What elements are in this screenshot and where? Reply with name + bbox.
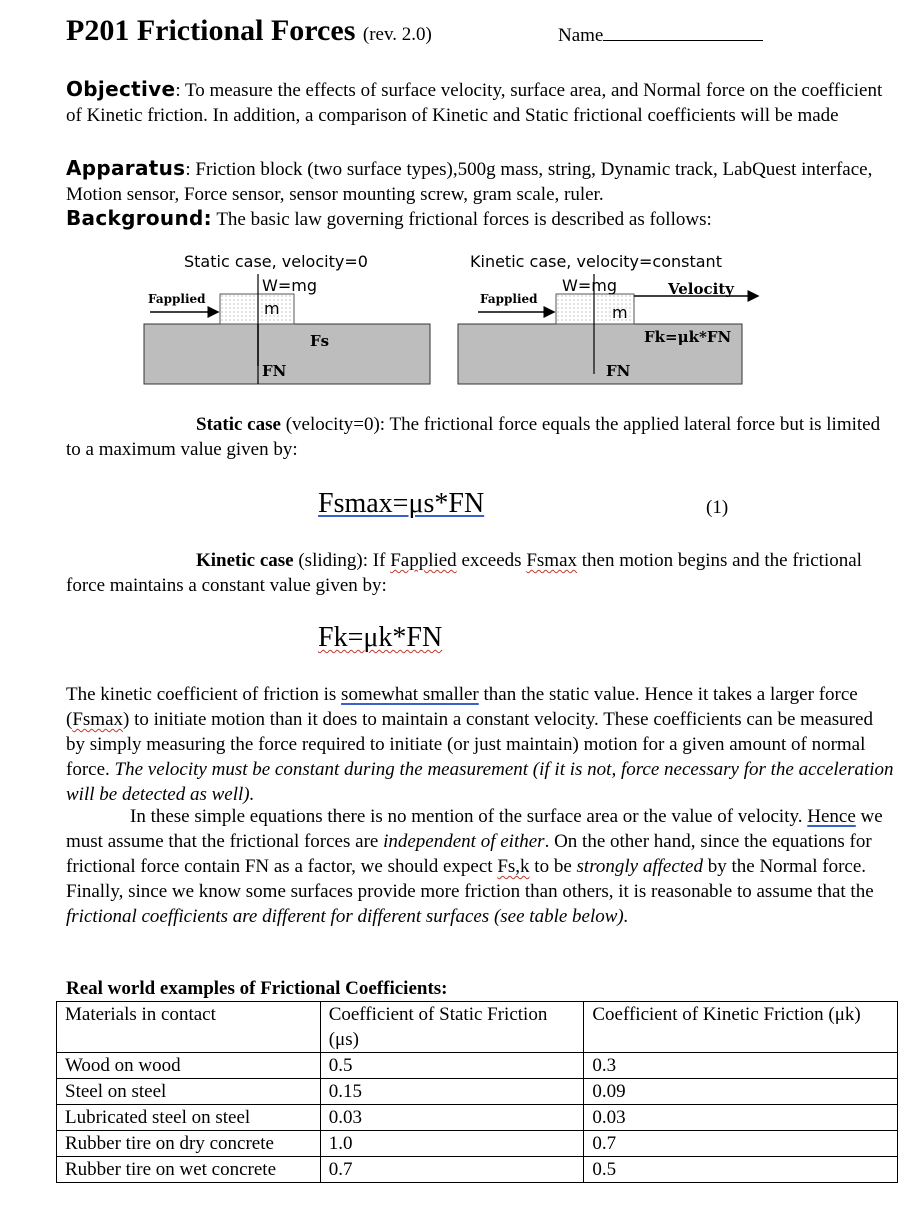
table-cell: 0.15 [320,1079,584,1105]
equation-2-formula: Fk=μk*FN [318,622,443,653]
static-case-text: (velocity=0): The frictional force equals the applied lateral force but is limited to a maximum value given by: [66,414,881,460]
friction-coefficient-table [56,1001,898,1183]
para4-t1: In these simple equations there is no mention of the surface area or the value of velocity. [130,806,808,827]
kinetic-mass-label: m [612,303,628,322]
static-friction-label: Fs [310,332,330,350]
kinetic-case-fsmax: Fsmax [526,550,578,571]
table-cell: 0.3 [584,1053,898,1079]
background-paragraph [66,206,896,232]
velocity-label: Velocity [668,280,734,298]
table-cell: Rubber tire on wet concrete [57,1157,321,1183]
para3-t5: ) to initiate motion than it does to maintain a constant velocity. These coefficients can be measured by simply measuring the force required to initiate (or just maintain) motion for a given amount of normal force. [66,709,873,780]
title-text: P201 Frictional Forces [66,14,356,47]
table-cell: Wood on wood [57,1053,321,1079]
background-label: Background: [66,206,212,230]
table-cell: 0.7 [584,1131,898,1157]
kinetic-case-title: Kinetic case, velocity=constant [470,252,722,271]
para3-t4: Fsmax [72,709,124,730]
objective-text: : To measure the effects of surface velocity, surface area, and Normal force on the coefficient of Kinetic friction. In addition, a comparison of Kinetic and Static frictional coefficients will be made [66,80,883,126]
revision: (rev. 2.0) [362,24,432,45]
table-cell: 0.5 [320,1053,584,1079]
para3-t3: than the static value. Hence it takes a larger force ( [66,684,858,730]
equation-1-number: (1) [706,497,729,518]
table-row [57,1131,898,1157]
para3-t2: somewhat smaller [341,684,479,705]
objective-label: Objective [66,77,176,101]
table-cell: 1.0 [320,1131,584,1157]
table-cell: 0.5 [584,1157,898,1183]
static-normal-label: FN [262,362,287,380]
para4-t9: by the Normal force. Finally, since we know some surfaces provide more friction than others, it is reasonable to assume that the [66,856,874,902]
table-row [57,1105,898,1131]
table-cell: 0.03 [584,1105,898,1131]
static-block [220,294,294,324]
para4-t5: . On the other hand, since the equations for frictional force contain FN as a factor, we should expect [66,831,872,877]
static-weight-label: W=mg [262,276,317,295]
kinetic-weight-label: W=mg [562,276,617,295]
header-kinetic: Coefficient of Kinetic Friction (μk) [584,1002,898,1053]
static-surface [144,324,430,384]
kinetic-case-text-2: exceeds [456,550,527,571]
name-label: Name [558,25,604,46]
table-cell: 0.09 [584,1079,898,1105]
table-row [57,1053,898,1079]
table-cell: Steel on steel [57,1079,321,1105]
static-case-paragraph [66,412,896,462]
kinetic-friction-label: Fk=μk*FN [644,328,732,346]
header-materials: Materials in contact [57,1002,321,1053]
background-text: The basic law governing frictional forces is described as follows: [211,209,712,230]
apparatus-label: Apparatus [66,156,186,180]
equation-1-formula: Fsmax=μs*FN [318,488,485,519]
para4-t3: we must assume that the frictional forces are [66,806,883,852]
table-cell: Rubber tire on dry concrete [57,1131,321,1157]
table-title: Real world examples of Frictional Coefficients: [66,978,448,999]
kinetic-coefficient-paragraph [66,682,896,807]
para4-t10: frictional coefficients are different for different surfaces (see table below). [66,906,629,927]
static-mass-label: m [264,299,280,318]
friction-diagram [0,246,902,396]
static-applied-label: Fapplied [148,292,206,306]
apparatus-paragraph [66,156,896,207]
objective-paragraph [66,77,896,128]
page-title [66,14,432,48]
header-static: Coefficient of Static Friction (μs) [320,1002,584,1053]
para3-t1: The kinetic coefficient of friction is [66,684,342,705]
para4-t4: independent of either [383,831,545,852]
kinetic-applied-label: Fapplied [480,292,538,306]
diagram-svg [0,246,902,396]
name-line[interactable] [603,24,763,41]
apparatus-text: : Friction block (two surface types),500g mass, string, Dynamic track, LabQuest interface, Motion sensor, Force sensor, sensor mounting screw, gram scale, ruler. [66,159,873,205]
kinetic-case-paragraph [66,548,896,598]
equation-2 [318,622,442,654]
para4-t7: to be [529,856,577,877]
table-cell: 0.7 [320,1157,584,1183]
equation-1 [318,488,484,520]
kinetic-case-fapplied: Fapplied [390,550,457,571]
table-row [57,1157,898,1183]
table-cell: 0.03 [320,1105,584,1131]
static-case-title: Static case, velocity=0 [184,252,368,271]
assumptions-paragraph [66,804,896,929]
table-header-row [57,1002,898,1053]
kinetic-case-text-3: then motion begins and the frictional force maintains a constant value given by: [66,550,862,596]
para4-t6: Fs,k [497,856,530,877]
para4-t8: strongly affected [576,856,703,877]
table-row [57,1079,898,1105]
name-field[interactable] [558,24,763,47]
kinetic-normal-label: FN [606,362,631,380]
kinetic-case-lead: Kinetic case [196,550,294,571]
para4-t2: Hence [807,806,856,827]
table-cell: Lubricated steel on steel [57,1105,321,1131]
kinetic-case-text-1: (sliding): If [293,550,391,571]
static-case-lead: Static case [196,414,281,435]
para3-t6: The velocity must be constant during the measurement (if it is not, force necessary for the acceleration will be detected as well). [66,759,894,805]
